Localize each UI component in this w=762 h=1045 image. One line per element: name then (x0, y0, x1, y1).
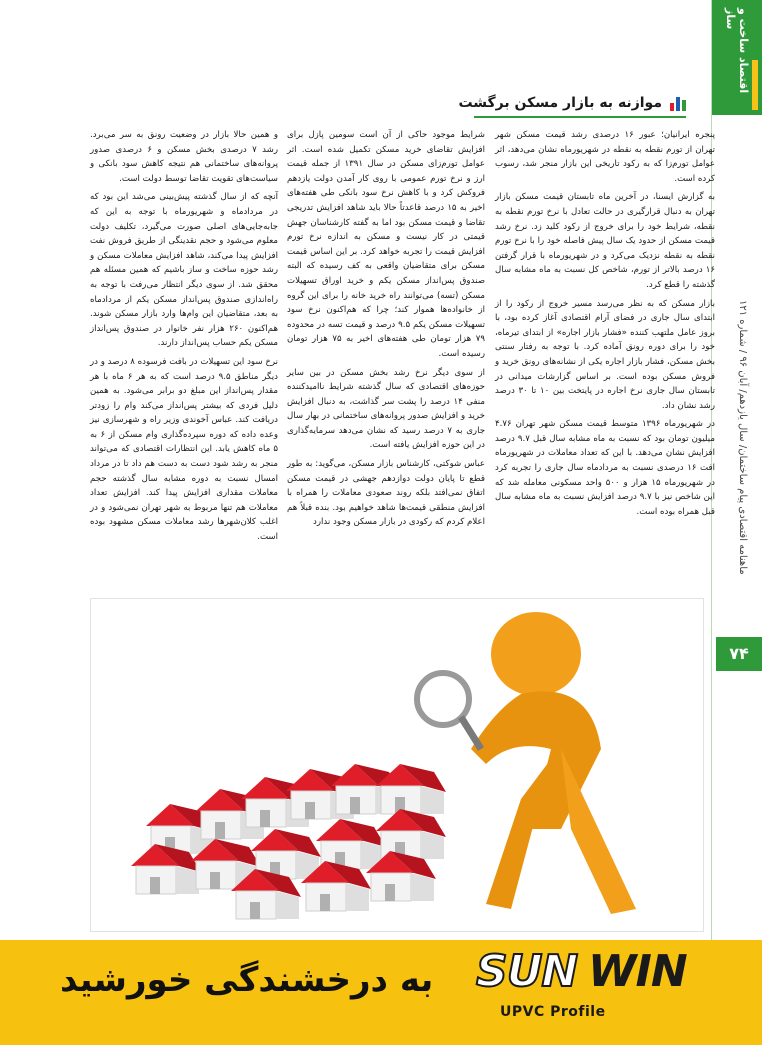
paragraph: بازار مسکن که به نظر می‌رسد مسیر خروج از رکود را از ابتدای سال جاری در فضای آرام اقتصادی آغاز کرده بود، با بروز عامل ملتهب کننده «فشار بازار اجاره» از ابتدای تیرماه، خود را برای دوره رونق آماده کرد. با توجه به رفتار سنتی بخش مسکن، فشار بازار اجاره یکی از نشانه‌های رونق خرید و فروش مسکن بوده است. بر اساس گزارشات میدانی در تابستان سال جاری نرخ اجاره در پایتخت بین ۱۰ تا ۳۰ درصد رشد نشان داد. (495, 298, 715, 411)
paragraph: شرایط موجود حاکی از آن است سومین پازل برای افزایش تقاضای خرید مسکن تکمیل شده است. اثر عوامل تورم‌زای مسکن در سال ۱۳۹۱ از جمله قیمت ارز و نرخ تورم عمومی با روی کار آمدن دولت یازدهم فروکش کرد و با کاهش نرخ سود بانکی طی هفته‌های اخیر به ۱۵ درصد قاعدتاً حالا باید شاهد افزایش تدریجی تقاضا و قیمت مسکن بود اما به گفته کارشناسان جهش قیمتی در کار نیست و مسکن به اندازه نرخ تورم افزایش قیمت را تجربه خواهد کرد. بر این اساس قیمت مسکن برای متقاضیان واقعی به کف رسیده که البته صندوق پس‌انداز مسکن یکم و خرید اوراق تسهیلات مسکن (تسه) می‌توانند راه خرید خانه را برای این گروه از خانواده‌ها هموار کند؛ چرا که هم‌اکنون نرخ سود تسهیلات مسکن یکم ۹.۵ درصد و قیمت تسه در محدوده ۷۹ هزار تومان طی هفته‌های اخیر به ۷۵ هزار تومان رسیده است. (287, 130, 486, 359)
article-illustration (90, 598, 704, 932)
logo-subtitle: UPVC Profile (500, 1004, 606, 1020)
bar-chart-icon (670, 95, 686, 111)
magnifying-glass-figure-icon (417, 612, 636, 914)
paragraph: و همین حالا بازار در وضعیت رونق به سر می‌برد. رشد ۷ درصدی بخش مسکن و ۶ درصدی صدور پروانه‌های ساختمانی هم نتیجه کاهش سود بانکی و سیاست‌های تقویت تقاضا توسط دولت است. (90, 130, 278, 184)
article-title: موازنه به بازار مسکن برگشت (458, 95, 662, 111)
paragraph: به گزارش ایسنا، در آخرین ماه تابستان قیمت مسکن بازار تهران به دنبال قرارگیری در حالت تعادل با نرخ تورم نقطه به نقطه، شرایط خود را برای خروج از رکود کلید زد. نرخ رشد قیمت مسکن از حدود یک سال پیش فاصله خود را با نرخ تورم نقطه به نقطه نزدیک می‌کرد و در شهریورماه با قرار گرفتن ۱۶ درصد بالاتر از تورم، شاخص کل نسبت به ماه مشابه سال گذشته را قطع کرد. (495, 192, 715, 290)
sidebar (712, 0, 762, 1045)
accent-bar (752, 60, 758, 110)
ad-slogan: به درخشندگی خورشید (60, 960, 434, 1000)
paragraph: نرخ سود این تسهیلات در بافت فرسوده ۸ درصد و در دیگر مناطق ۹.۵ درصد است که به هر ۶ ماه با هر مقدار پس‌انداز این مبلغ دو برابر می‌شود. به همین دلیل فردی که بیشتر پس‌انداز می‌کند وام را زودتر دریافت کند. عباس آخوندی وزیر راه و شهرسازی نیز وعده داده که دوره سپرده‌گذاری وام مسکن از ۶ به ۵ ماه کاهش یابد. این انتظارات اقتصادی که می‌تواند منجر به رشد شود دست به دست هم داد تا در مرداد امسال نسبت به دوره مشابه سال گذشته حجم معاملات مقداری افزایش پیدا کند. افزایش تعداد معاملات هم تنها مربوط به شهر تهران نمی‌شود و در اغلب کلان‌شهرها رشد معاملات مسکن مشهود بوده است. (90, 356, 279, 543)
paragraph: از سوی دیگر نرخ رشد بخش مسکن در بین سایر حوزه‌های اقتصادی که سال گذشته شرایط ناامیدکننده منفی ۱۴ درصد را پشت سر گذاشت، به دنبال افزایش خرید و افزایش صدور پروانه‌های ساختمانی در بهار سال جاری به ۷ درصد رسید که نشان می‌دهد سرمایه‌گذاری در این حوزه افزایش یافته است. (287, 367, 486, 451)
illustration-svg (91, 599, 703, 931)
paragraph: در شهریورماه ۱۳۹۶ متوسط قیمت مسکن شهر تهران ۴.۷۶ میلیون تومان بود که نسبت به ماه مشابه سال قبل ۹.۷ درصد افزایش نشان می‌دهد. با این که تعداد معاملات در شهریورماه افت ۱۶ درصدی نسبت به مردادماه سال جاری را تجربه کرد در شهریورماه ۱۵ هزار و ۵۰۰ واحد مسکونی معامله شد که این شاخص نیز با ۹.۷ درصد افزایش نسبت به ماه مشابه سال قبل همراه بوده است. (495, 419, 715, 517)
paragraph: پنجره ایرانیان؛ عبور ۱۶ درصدی رشد قیمت مسکن شهر تهران از تورم نقطه به نقطه در شهریورماه نشان می‌دهد، اثر عوامل تورم‌زا که به رکود تاریخی این بازار منجر شد، رسوب کرده است. (495, 130, 715, 184)
column-3 (90, 128, 278, 588)
issue-meta: ماهنامه اقتصادی پیام ساختمان/ سال یازدهم/ آبان ۹۶ / شماره ۱۲۱ (737, 300, 748, 575)
page-number: ۷۴ (716, 637, 762, 671)
logo-sun-text: SUN (476, 946, 578, 997)
section-label: اقتصاد ساخت و ساز (724, 8, 750, 94)
column-1 (495, 128, 715, 588)
house-icon (131, 764, 446, 919)
title-underline (474, 116, 686, 118)
logo-win-text: WIN (588, 946, 687, 997)
paragraph: عباس شوکتی، کارشناس بازار مسکن، می‌گوید: به طور قطع تا پایان دولت دوازدهم جهشی در قیمت مسکن اتفاق نمی‌افتد بلکه روند صعودی معاملات را همراه با افزایش منطقی قیمت‌ها شاهد خواهیم بود. بنده قبلاً هم اعلام کردم که رکودی در بازار مسکن وجود ندارد (287, 459, 485, 528)
paragraph: آنچه که از سال گذشته پیش‌بینی می‌شد این بود که در مردادماه و شهریورماه با توجه به این که جابه‌جایی‌های اصلی صورت می‌گیرد، تکلیف دولت معلوم می‌شود و حجم نقدینگی از طریق فروش نفت افزایش پیدا می‌کند، شاهد افزایش معاملات مسکن و رشد حوزه ساخت و ساز باشیم که همین مسئله هم محقق شد. از سوی دیگر انتظار می‌رفت با توجه به راه‌اندازی صندوق پس‌انداز مسکن یکم از مردادماه به بعد، متقاضیان این وام‌ها وارد بازار مسکن شوند. هم‌اکنون ۲۶۰ هزار نفر خانوار در صندوق پس‌انداز مسکن یکم حساب پس‌انداز دارند. (90, 192, 278, 349)
column-2 (287, 128, 485, 588)
article-header (458, 92, 686, 114)
sunwin-logo (470, 946, 687, 1038)
